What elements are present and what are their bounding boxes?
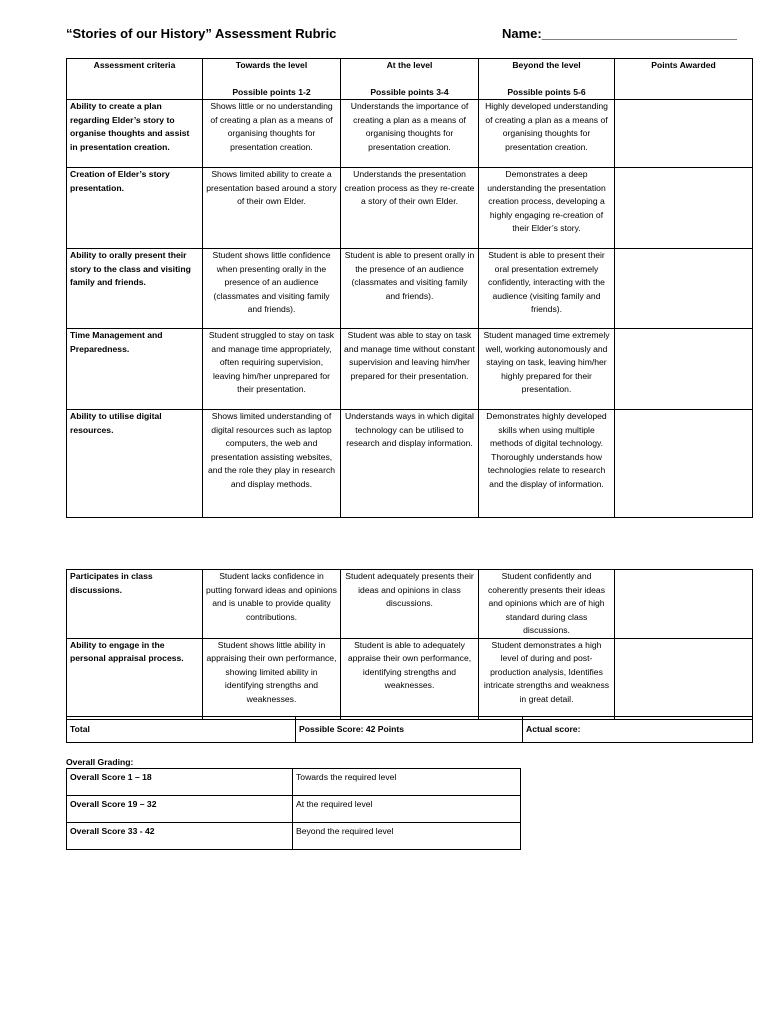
- table-row: [67, 168, 753, 249]
- points-awarded-cell[interactable]: [615, 570, 753, 639]
- criteria-cell: Participates in class discussions.: [67, 570, 203, 639]
- beyond-cell: Student managed time extremely well, working autonomously and staying on task, leaving him/her highly prepared for their presentation.: [479, 329, 615, 410]
- score-range: Overall Score 1 – 18: [67, 769, 293, 796]
- criteria-cell: Ability to utilise digital resources.: [67, 410, 203, 518]
- name-field-label: Name:___________________________: [502, 26, 737, 41]
- rubric-title: “Stories of our History” Assessment Rubric: [66, 26, 337, 41]
- beyond-cell: Demonstrates highly developed skills when using multiple methods of digital technology. Thoroughly understands how technologies relate to research and the display of information.: [479, 410, 615, 518]
- grade-level: Beyond the required level: [293, 823, 521, 850]
- at-cell: Student adequately presents their ideas and opinions in class discussions.: [341, 570, 479, 639]
- header-towards: Towards the level Possible points 1-2: [203, 59, 341, 100]
- towards-cell: Student shows little confidence when presenting orally in the presence of an audience (classmates and visiting family and friends).: [203, 249, 341, 329]
- at-cell: Student was able to stay on task and manage time without constant supervision and leaving him/her prepared for their presentation.: [341, 329, 479, 410]
- towards-cell: Shows limited understanding of digital resources such as laptop computers, the web and presentation assisting websites, and the role they play in research and display methods.: [203, 410, 341, 518]
- at-cell: Understands the presentation creation process as they re-create a story of their own Elder.: [341, 168, 479, 249]
- table-row: [67, 249, 753, 329]
- header-towards-points: Possible points 1-2: [232, 86, 311, 97]
- criteria-cell: Creation of Elder’s story presentation.: [67, 168, 203, 249]
- total-table: [66, 716, 753, 743]
- overall-grading-title: Overall Grading:: [66, 757, 134, 767]
- total-label: Total: [67, 717, 296, 743]
- total-row: [67, 717, 753, 743]
- towards-cell: Student struggled to stay on task and manage time appropriately, often requiring supervision, leaving him/her unprepared for their presentation.: [203, 329, 341, 410]
- header-points-awarded: Points Awarded: [615, 59, 753, 100]
- header-beyond: Beyond the level Possible points 5-6: [479, 59, 615, 100]
- criteria-cell: Ability to orally present their story to the class and visiting family and friends.: [67, 249, 203, 329]
- beyond-cell: Student demonstrates a high level of during and post-production analysis, Identifies intricate strengths and weakness in great detail.: [479, 638, 615, 719]
- points-awarded-cell[interactable]: [615, 168, 753, 249]
- criteria-cell: Time Management and Preparedness.: [67, 329, 203, 410]
- towards-cell: Shows little or no understanding of creating a plan as a means of organising thoughts for presentation creation.: [203, 100, 341, 168]
- beyond-cell: Highly developed understanding of creating a plan as a means of organising thoughts for presentation creation.: [479, 100, 615, 168]
- beyond-cell: Demonstrates a deep understanding the presentation creation process, developing a highly engaging re-creation of their Elder’s story.: [479, 168, 615, 249]
- table-row: [67, 570, 753, 639]
- table-row: [67, 638, 753, 719]
- rubric-table-continued: [66, 569, 753, 720]
- header-at: At the level Possible points 3-4: [341, 59, 479, 100]
- table-row: [67, 329, 753, 410]
- grade-level: At the required level: [293, 796, 521, 823]
- table-row: [67, 100, 753, 168]
- header-beyond-points: Possible points 5-6: [507, 86, 586, 97]
- towards-cell: Student lacks confidence in putting forward ideas and opinions and is unable to provide quality contributions.: [203, 570, 341, 639]
- points-awarded-cell[interactable]: [615, 638, 753, 719]
- beyond-cell: Student is able to present their oral presentation extremely confidently, interacting with the audience (visiting family and friends).: [479, 249, 615, 329]
- points-awarded-cell[interactable]: [615, 410, 753, 518]
- towards-cell: Shows limited ability to create a presentation based around a story of their own Elder.: [203, 168, 341, 249]
- points-awarded-cell[interactable]: [615, 100, 753, 168]
- towards-cell: Student shows little ability in appraising their own performance, showing limited ability in identifying strengths and weaknesses.: [203, 638, 341, 719]
- possible-score: Possible Score: 42 Points: [296, 717, 523, 743]
- at-cell: Student is able to adequately appraise their own performance, identifying strengths and weaknesses.: [341, 638, 479, 719]
- at-cell: Understands the importance of creating a plan as a means of organising thoughts for presentation creation.: [341, 100, 479, 168]
- criteria-cell: Ability to create a plan regarding Elder’s story to organise thoughts and assist in presentation creation.: [67, 100, 203, 168]
- at-cell: Student is able to present orally in the presence of an audience (classmates and visiting family and friends).: [341, 249, 479, 329]
- header-criteria: Assessment criteria: [67, 59, 203, 100]
- grading-row: [67, 796, 521, 823]
- score-range: Overall Score 33 - 42: [67, 823, 293, 850]
- overall-grading-table: [66, 768, 521, 850]
- grade-level: Towards the required level: [293, 769, 521, 796]
- header-at-points: Possible points 3-4: [370, 86, 449, 97]
- grading-row: [67, 769, 521, 796]
- grading-row: [67, 823, 521, 850]
- at-cell: Understands ways in which digital technology can be utilised to research and display information.: [341, 410, 479, 518]
- table-row: [67, 410, 753, 518]
- header-row: [67, 59, 753, 100]
- points-awarded-cell[interactable]: [615, 249, 753, 329]
- score-range: Overall Score 19 – 32: [67, 796, 293, 823]
- beyond-cell: Student confidently and coherently presents their ideas and opinions which are of high standard during class discussions.: [479, 570, 615, 639]
- points-awarded-cell[interactable]: [615, 329, 753, 410]
- criteria-cell: Ability to engage in the personal appraisal process.: [67, 638, 203, 719]
- actual-score-field[interactable]: Actual score:: [523, 717, 753, 743]
- rubric-table: [66, 58, 753, 518]
